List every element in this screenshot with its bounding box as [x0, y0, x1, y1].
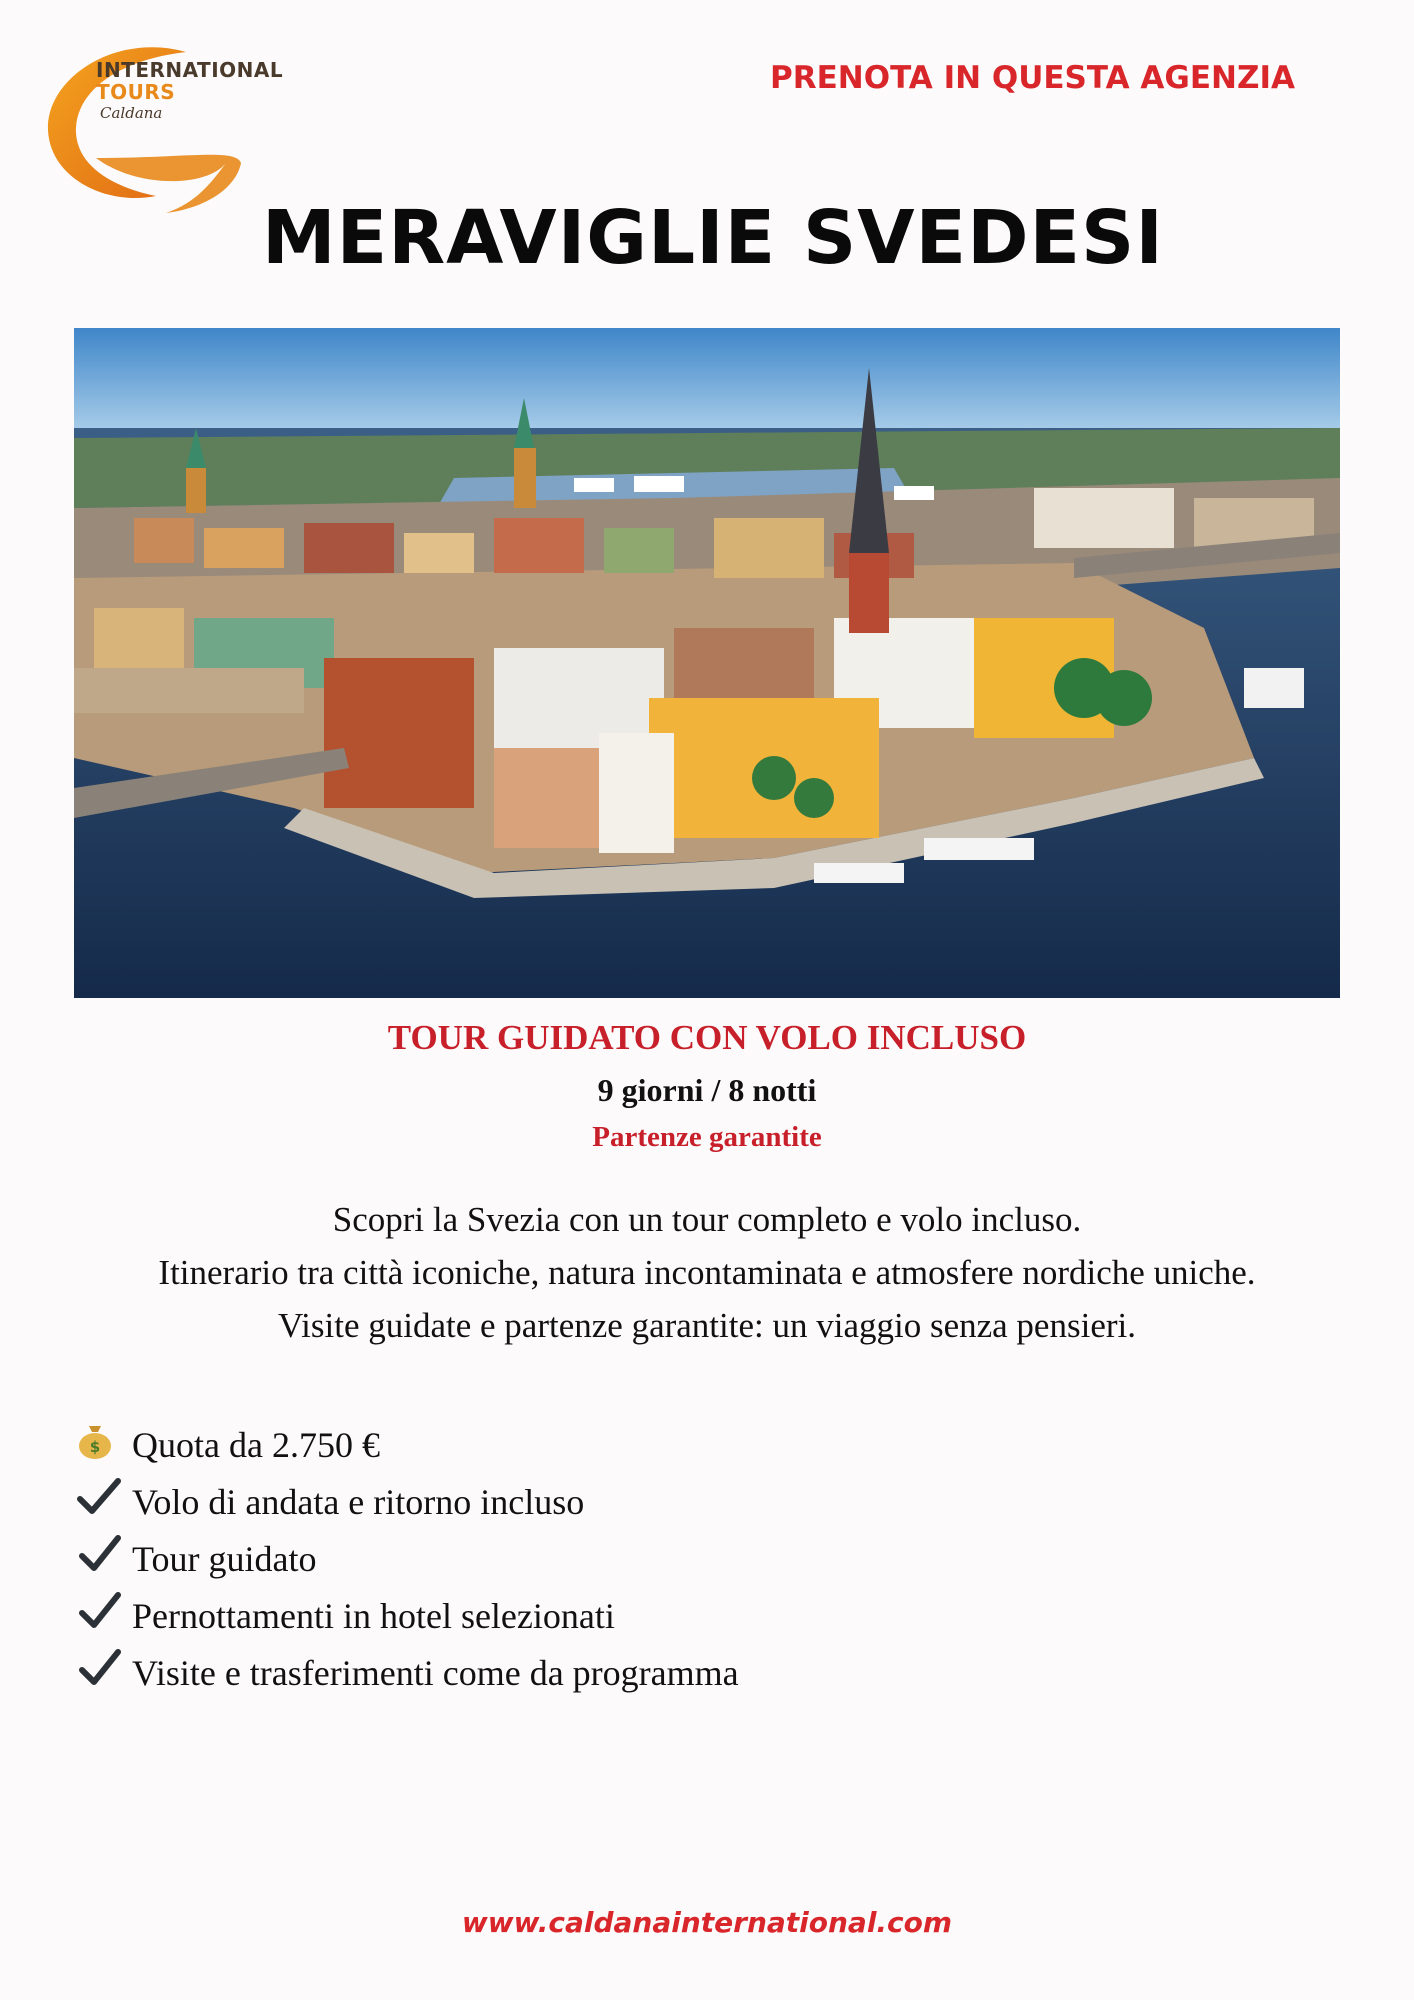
description-line: Visite guidate e partenze garantite: un viaggio senza pensieri. — [278, 1306, 1136, 1345]
description-line: Itinerario tra città iconiche, natura incontaminata e atmosfere nordiche uniche. — [158, 1253, 1256, 1292]
feature-item-price — [76, 1420, 380, 1469]
check-icon — [76, 1534, 132, 1583]
tour-type-heading: TOUR GUIDATO CON VOLO INCLUSO — [387, 1018, 1027, 1057]
description-line: Scopri la Svezia con un tour completo e volo incluso. — [332, 1200, 1082, 1239]
feature-text: Quota da 2.750 € — [132, 1424, 380, 1465]
feature-item-flight — [76, 1477, 584, 1526]
check-icon — [76, 1591, 132, 1640]
svg-text:$: $ — [89, 1438, 101, 1456]
tour-duration: 9 giorni / 8 notti — [597, 1072, 817, 1108]
feature-text: Pernottamenti in hotel selezionati — [132, 1595, 615, 1636]
logo-line-tours: TOURS — [96, 80, 176, 104]
logo-line-caldana: Caldana — [100, 104, 163, 122]
stockholm-aerial-photo — [74, 328, 1340, 998]
website-link[interactable]: www.caldanainternational.com — [461, 1906, 953, 1939]
check-icon — [76, 1477, 132, 1526]
feature-item-hotels — [76, 1591, 615, 1640]
money-bag-icon — [76, 1420, 132, 1469]
logo-line-international: INTERNATIONAL — [96, 58, 284, 82]
agency-booking-cta: PRENOTA IN QUESTA AGENZIA — [770, 60, 1295, 96]
feature-text: Volo di andata e ritorno incluso — [132, 1481, 585, 1522]
feature-item-visits — [76, 1648, 739, 1697]
tour-departures: Partenze garantite — [592, 1121, 822, 1153]
page-title: MERAVIGLIE SVEDESI — [262, 195, 1164, 281]
feature-text: Tour guidato — [132, 1538, 317, 1579]
feature-text: Visite e trasferimenti come da programma — [132, 1652, 739, 1693]
feature-item-guided-tour — [76, 1534, 316, 1583]
check-icon — [76, 1648, 132, 1697]
